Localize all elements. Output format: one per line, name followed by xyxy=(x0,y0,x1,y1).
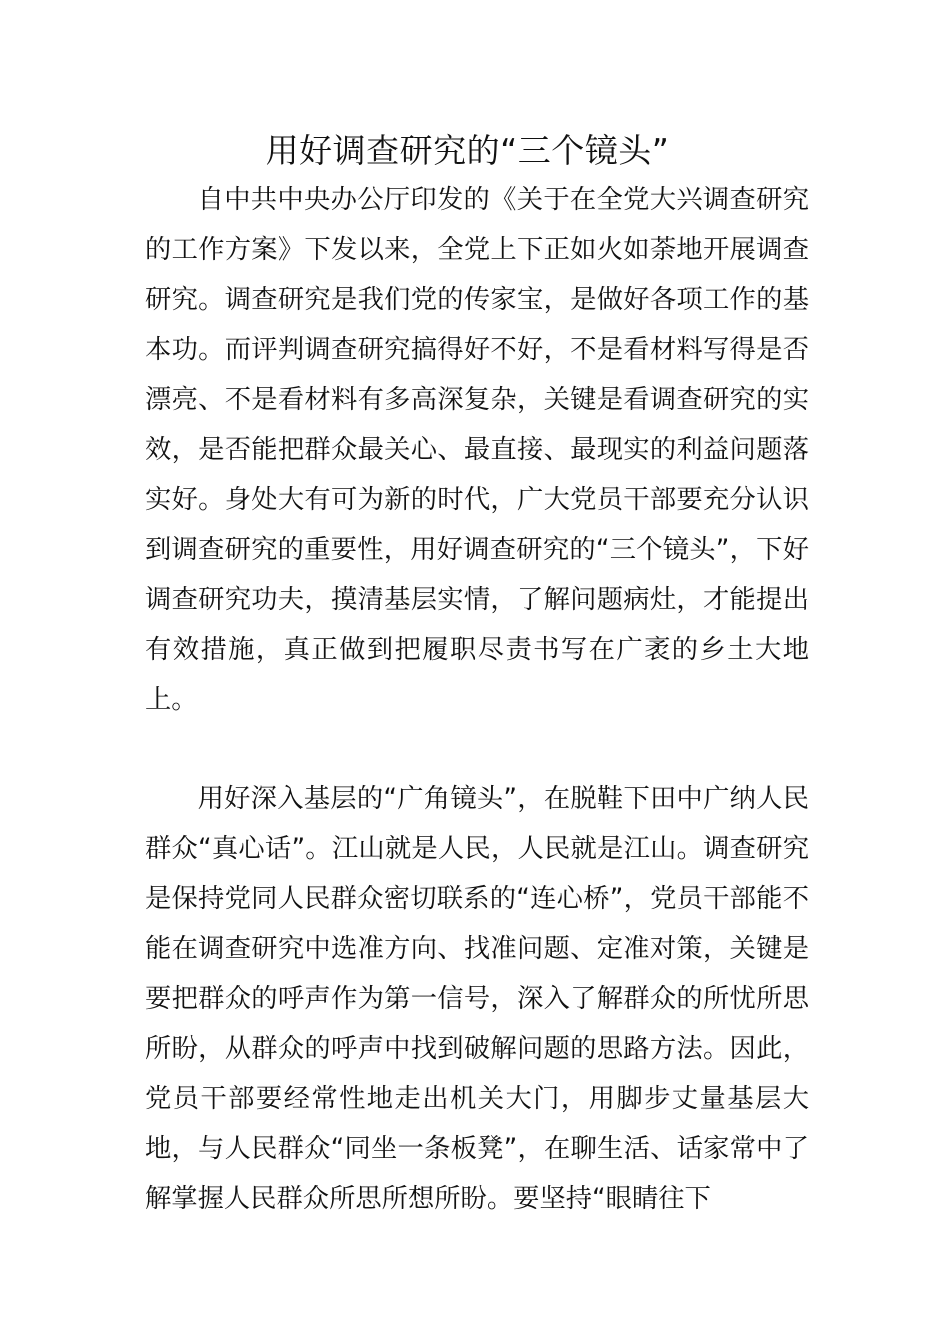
paragraph-wide-angle-lens: 用好深入基层的“广角镜头”，在脱鞋下田中广纳人民群众“真心话”。江山就是人民，人民就是江山。调查研究是保持党同人民群众密切联系的“连心桥”，党员干部能不能在调查研究中选准方向、找准问题、定准对策，关键是要把群众的呼声作为第一信号，深入了解群众的所忧所思所盼，从群众的呼声中找到破解问题的思路方法。因此，党员干部要经常性地走出机关大门，用脚步丈量基层大地，与人民群众“同坐一条板凳”，在聊生活、话家常中了解掌握人民群众所思所想所盼。要坚持“眼睛往下 xyxy=(145,784,809,1214)
document-title: 用好调查研究的“三个镜头” xyxy=(265,131,670,170)
paragraph-intro: 自中共中央办公厅印发的《关于在全党大兴调查研究的工作方案》下发以来，全党上下正如火如荼地开展调查研究。调查研究是我们党的传家宝，是做好各项工作的基本功。而评判调查研究搞得好不好，不是看材料写得是否漂亮、不是看材料有多高深复杂，关键是看调查研究的实效，是否能把群众最关心、最直接、最现实的利益问题落实好。身处大有可为新的时代，广大党员干部要充分认识到调查研究的重要性，用好调查研究的“三个镜头”，下好调查研究功夫，摸清基层实情，了解问题病灶，才能提出有效措施，真正做到把履职尽责书写在广袤的乡土大地上。 xyxy=(145,185,809,715)
